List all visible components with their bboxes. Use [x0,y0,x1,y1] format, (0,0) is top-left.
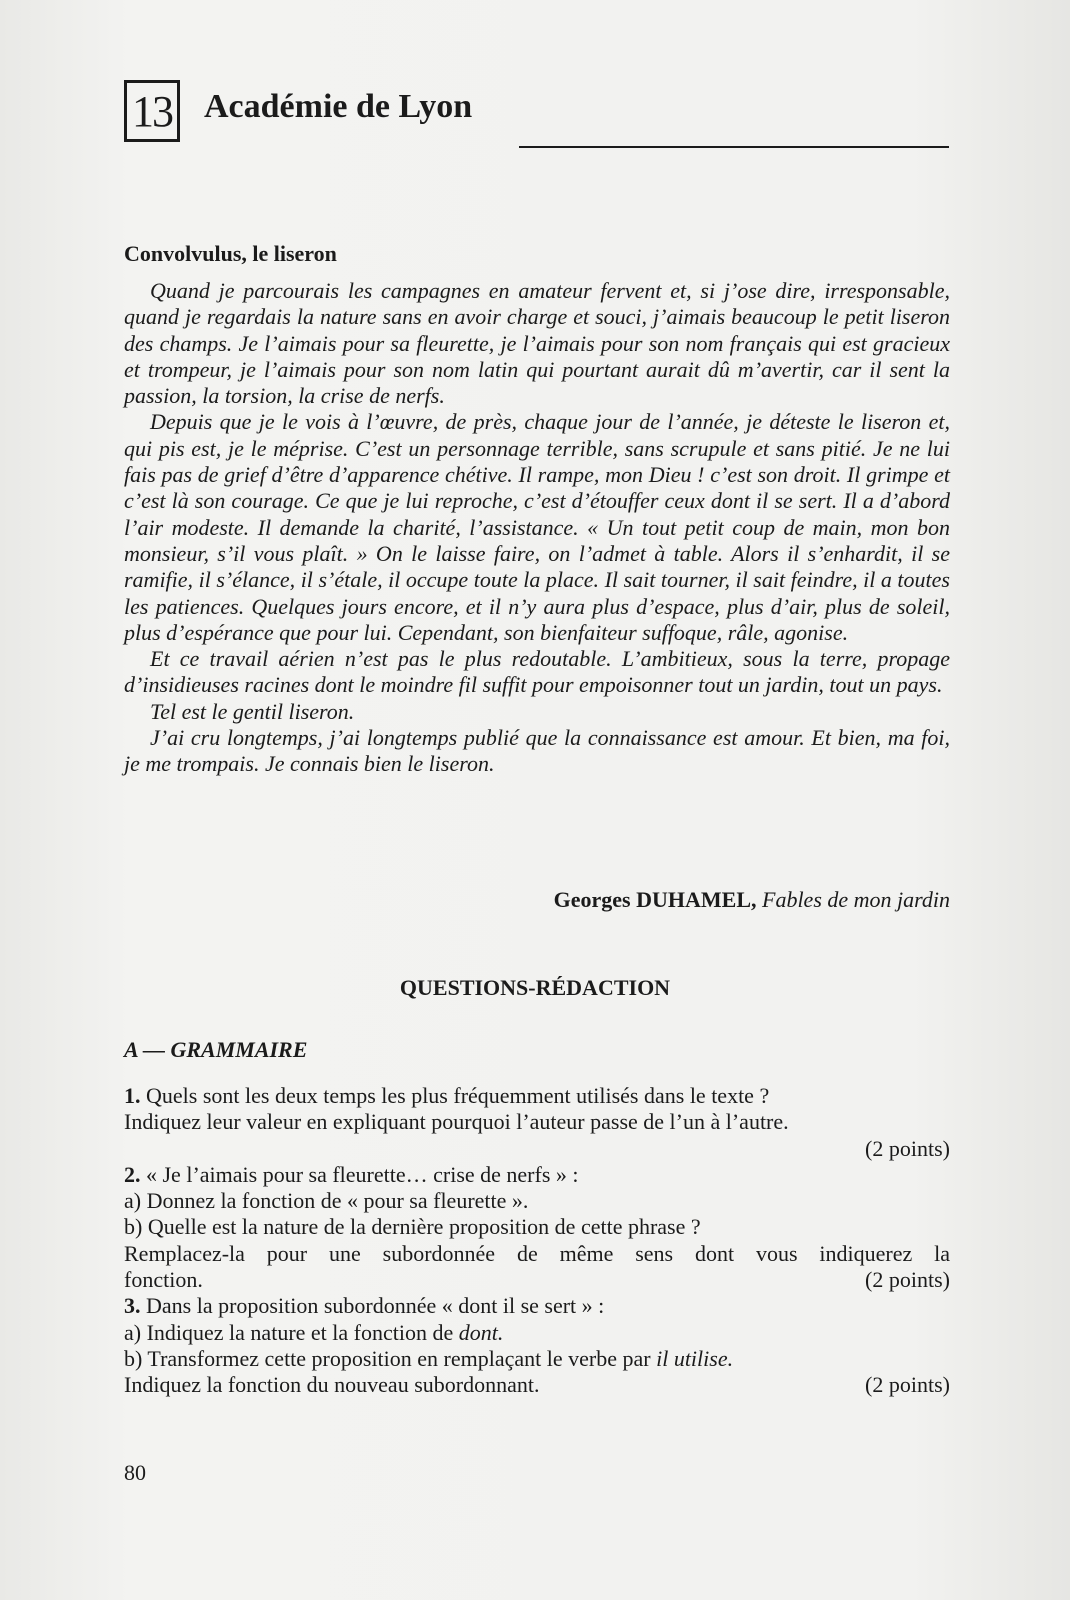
text-title: Convolvulus, le liseron [124,241,337,266]
passage-paragraph: Depuis que je le vois à l’œuvre, de près, chaque jour de l’année, je déteste le liseron et, qui pis est, je le méprise. C’est un personnage terrible, sans scrupule et sans pitié. Je ne lui fais pas de grief d’être d’apparence chétive. Il rampe, mon Dieu ! c’est son droit. Il grimpe et c’est là son courage. Ce que je lui reproche, c’est d’étouffer ceux dont il se sert. Il a d’abord l’air modeste. Il demande la charité, l’assistance. « Un tout petit coup de main, mon bon monsieur, s’il vous plaît. » On le laisse faire, on l’admet à table. Alors il s’enhardit, il se ramifie, il s’élance, il s’étale, il occupe toute la place. Il sait tourner, il sait feindre, il a toutes les patiences. Quelques jours encore, et il n’y aura plus d’espace, plus d’air, plus de soleil, plus d’espérance que pour lui. Cependant, son bienfaiteur suffoque, râle, agonise. [124,409,950,645]
question-text: fonction. [124,1267,203,1293]
question-points: (2 points) [865,1135,950,1161]
passage-paragraph: Et ce travail aérien n’est pas le plus redoutable. L’ambitieux, sous la terre, propage d’insidieuses racines dont le moindre fil suffit pour empoisonner tout un jardin, tout un pays. [124,646,950,698]
chapter-header [124,80,950,156]
question-text: a) Donnez la fonction de « pour sa fleurette ». [124,1188,529,1214]
passage [124,278,950,778]
question-points: (2 points) [865,1267,950,1293]
question-text: Quels sont les deux temps les plus fréquemment utilisés dans le texte ? [146,1083,770,1108]
question-text: « Je l’aimais pour sa fleurette… crise de nerfs » : [146,1161,579,1187]
passage-paragraph: Quand je parcourais les campagnes en amateur fervent et, si j’ose dire, irresponsable, quand je regardais la nature sans en avoir charge et souci, j’aimais beaucoup le petit liseron des champs. Je l’aimais pour sa fleurette, je l’aimais pour son nom français qui est gracieux et trompeur, je l’aimais pour son nom latin qui pourtant aurait dû m’avertir, car il sent la passion, la torsion, la crise de nerfs. [124,278,950,409]
question-number: 3. [124,1293,141,1319]
question-number: 1. [124,1083,141,1108]
page-number: 80 [124,1460,146,1485]
question-1 [124,1083,950,1162]
question-emphasis: il utilise. [656,1345,734,1371]
questions-list [124,1083,950,1399]
question-text: b) Transformez cette proposition en remplaçant le verbe par [124,1345,651,1371]
question-points: (2 points) [865,1372,950,1398]
work-title: Fables de mon jardin [762,887,950,912]
question-emphasis: dont. [458,1319,504,1345]
question-text: Indiquez leur valeur en expliquant pourquoi l’auteur passe de l’un à l’autre. [124,1109,789,1135]
question-3 [124,1293,950,1398]
question-text: Dans la proposition subordonnée « dont il se sert » : [146,1293,605,1319]
section-title: QUESTIONS-RÉDACTION [399,975,671,1000]
author-name: Georges DUHAMEL, [553,887,757,912]
chapter-number: 13 [124,80,180,142]
question-text: b) Quelle est la nature de la dernière proposition de cette phrase ? [124,1214,701,1240]
question-text: Indiquez la fonction du nouveau subordonnant. [124,1372,540,1398]
question-text: a) Indiquez la nature et la fonction de [124,1319,454,1345]
academy-title: Académie de Lyon [204,88,473,125]
passage-paragraph: Tel est le gentil liseron. [150,698,355,724]
question-text: Remplacez-la pour une subordonnée de même sens dont vous indiquerez la [124,1240,950,1266]
header-rule [519,146,949,148]
passage-paragraph: J’ai cru longtemps, j’ai longtemps publié que la connaissance est amour. Et bien, ma foi, je me trompais. Je connais bien le liseron. [124,725,950,777]
subsection-title: A — GRAMMAIRE [124,1037,308,1062]
attribution [554,887,950,913]
question-number: 2. [124,1161,141,1187]
question-2 [124,1162,950,1293]
